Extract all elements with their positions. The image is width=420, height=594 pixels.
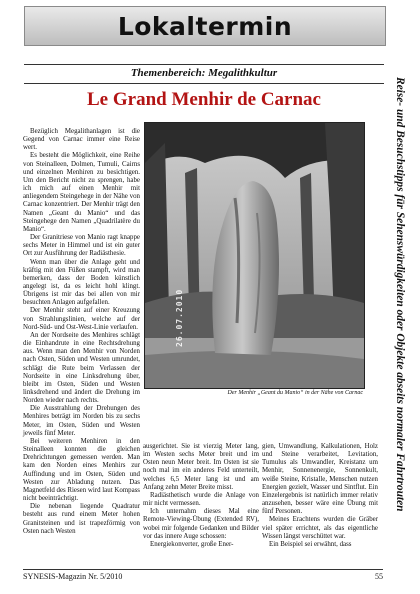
paragraph: Radiästhetisch wurde die Anlage von mir nicht vermessen.	[143, 491, 259, 508]
paragraph: Bei weiteren Menhiren in den Steinalleen konnten die gleichen Drehrichtungen gemessen werden. Man kam den Norden eines Menhirs zur Auffindung und im Osten, Süden und Westen zur Abladung nutzen. Das Magnetfeld des Riesen wird laut Kompass nicht beeinträchtigt.	[23, 437, 140, 503]
paragraph: gien, Umwandlung, Kalkulationen, Holz und Steine verarbeitet, Levitation, Tumulus als Umwandler, Kreistanz um Menhir, Sonnenenergie, Sonnenkult, weiße Steine, Kristalle, Menschen nutzen Energien gezielt, Wasser und Sintflut. Ein Einzelergebnis ist natürlich immer relativ anzusehen, besser wäre eine Übung mit fünf Personen.	[262, 443, 378, 516]
article-title: Le Grand Menhir de Carnac	[87, 89, 321, 110]
page-number: 55	[375, 572, 383, 581]
side-title: Reise- und Besuchstipps für Sehenswürdigkeiten oder Objekte abseits normaler Fahrtrouten	[394, 77, 406, 512]
paragraph: Energiekonverter, große Ener-	[150, 540, 234, 548]
section-title: Lokaltermin	[117, 12, 293, 41]
paragraph: Ich unternahm dieses Mal eine Remote-Viewing-Übung (Extended RV), wobei mir folgende Gedanken und Bilder vor das innere Auge schossen:	[143, 508, 259, 540]
paragraph: Die nebenan liegende Quadratur besteht aus rund einem Meter hohen Granitsteinen und ist trapezförmig von Osten nach Westen	[23, 503, 140, 535]
divider-top	[24, 64, 384, 65]
photo-date-stamp: 26.07.2010	[175, 288, 184, 347]
paragraph: An der Nordseite des Menhires schlägt die Einhandrute in eine Rechtsdrehung aus. Wenn man den Menhir von Norden nach Osten, Süden und Westen umrundet, schlägt die Rute beim Verlassen der Nordseite in eine Linksdrehung über, bleibt im Osten, Süden und Westen linksdrehend und ändert die Drehung im Norden wieder nach rechts.	[23, 331, 140, 405]
footer-publication: SYNESIS-Magazin Nr. 5/2010	[23, 572, 123, 581]
divider-bottom	[24, 83, 384, 84]
menhir-photo	[144, 122, 365, 389]
paragraph: Der Granitriese von Manio ragt knappe sechs Meter in Himmel und ist ein guter Ort zur Ausführung der Radiästhesie.	[23, 234, 140, 258]
paragraph: Es besteht die Möglichkeit, eine Reihe von Steinalleen, Dolmen, Tumuli, Cairns und einzelnen Menhiren zu besichtigen. Um den Bericht nicht zu sprengen, habe ich mich auf einen Menhir mit anliegendem Steingehege in der Nähe von Carnac konzentriert. Der Menhir trägt den Namen „Geant du Manio“ und das Steingehege den Namen „Quadrilatère du Manio“.	[23, 152, 140, 233]
photo-caption: Der Menhir „Geant du Manio“ in der Nähe von Carnac	[227, 390, 363, 396]
side-banner	[385, 77, 415, 577]
paragraph: ausgerichtet. Sie ist vierzig Meter lang, im Westen sechs Meter breit und im Osten neun Meter breit. Im Osten ist sie noch mal im ein anderes Feld unterteilt, welches 6,5 Meter lang ist und am Anfang zehn Meter Breite misst.	[143, 443, 259, 491]
text-column-3	[262, 443, 378, 549]
topic-heading: Themenbereich: Megalithkultur	[130, 67, 278, 79]
paragraph: Bezüglich Megalithanlagen ist die Gegend von Carnac immer eine Reise wert.	[23, 128, 140, 152]
paragraph: Die Ausstrahlung der Drehungen des Menhires beträgt im Norden bis zu sechs Meter, im Osten, Süden und Westen jeweils fünf Meter.	[23, 405, 140, 437]
paragraph: Wenn man über die Anlage geht und kräftig mit den Füßen stampft, wird man bemerken, dass der Boden künstlich angelegt ist, da es leicht hohl klingt. Übrigens ist mir das bei allen von mir besuchten Anlagen aufgefallen.	[23, 258, 140, 307]
text-column-1	[23, 128, 140, 536]
text-column-2	[143, 443, 259, 549]
footer-divider	[23, 569, 383, 570]
menhir-photo-image	[145, 123, 364, 388]
section-banner	[24, 6, 386, 46]
paragraph: Der Menhir steht auf einer Kreuzung von Strahlungslinien, welche auf der Nord-Süd- und Ost-West-Linie verlaufen.	[23, 307, 140, 331]
paragraph: Meines Erachtens wurden die Gräber viel später errichtet, als das eigentliche Wissen längst verschüttet war.	[262, 516, 378, 540]
paragraph: Ein Beispiel sei erwähnt, dass	[269, 540, 352, 548]
